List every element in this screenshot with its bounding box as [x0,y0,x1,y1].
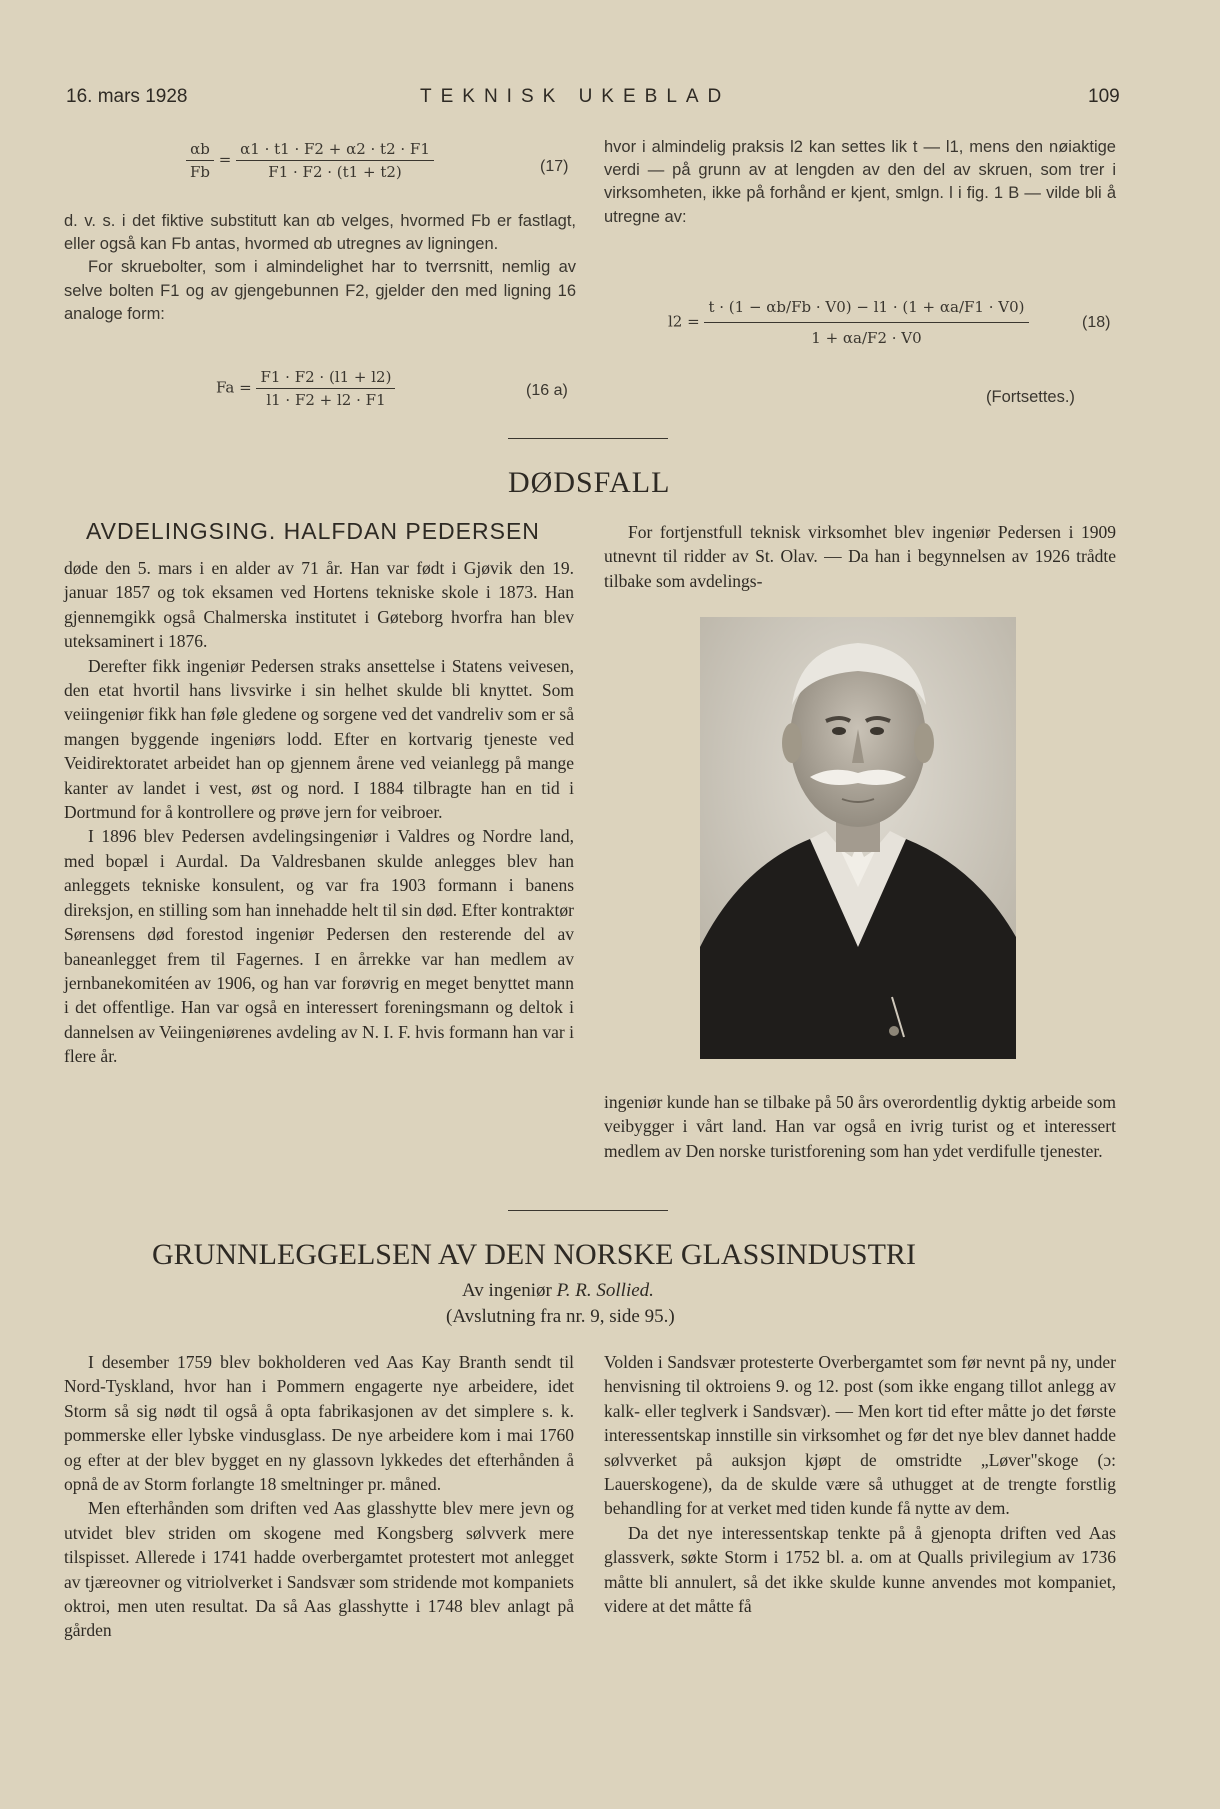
article-left-paragraph-1: I desember 1759 blev bokholderen ved Aas Kay Branth sendt til Nord-Tyskland, hvor han i Pommern engagerte nye arbeidere, idet Storm så sig nødt til også å opta fabrikasjonen av det simplere s. k. pommerske eller lybske vindusglass. De nye arbeidere kom i mai 1760 og efter at der blev bygget en ny glassovn lykkedes det efterhånden å opnå de av Storm forlangte 18 smeltninger pr. måned. [64,1352,574,1495]
obituary-name: AVDELINGSING. HALFDAN PEDERSEN [86,518,540,544]
formula-17-number: (17) [540,158,569,175]
formula-17-rhs [236,140,434,181]
formula-16a-num: F1 · F2 · (l1 + l2) [256,368,395,389]
formula-16a-lhs: Fa = [216,378,252,397]
formula-17 [186,140,434,181]
formula-18-rhs [704,298,1028,347]
obituary-right-paragraph-1: For fortjenstfull teknisk virksomhet blev ingeniør Pedersen i 1909 utnevnt til ridder av St. Olav. — Da han i begynnelsen av 1926 trådte tilbake som avdelings- [604,522,1116,591]
continued-note: (Fortsettes.) [986,388,1075,406]
obituary-right-paragraph-2: ingeniør kunde han se tilbake på 50 års overordentlig dyktig arbeide som veibygger i vårt land. Han var også en ivrig turist og et interessert medlem av Den norske turistforening som han ydet verdifulle tjenester. [604,1092,1116,1161]
formula-16a-number: (16 a) [526,382,568,399]
formula-18-num: t · (1 − αb/Fb · V0) − l1 · (1 + αa/F1 · V0) [704,298,1028,323]
article-left-paragraph-2: Men efterhånden som driften ved Aas glasshytte blev mere jevn og utvidet blev striden om skogene med Kongsberg sølvverk mere tilspisset. Allerede i 1741 hadde overbergamtet protestert mot anlegget av tjæreovner og vitriolverket i Sandsvær som stridende mot kompaniets oktroi, men uten resultat. Da så Aas glasshytte i 1748 blev anlagt på gården [64,1498,574,1641]
top-left-paragraph-1: d. v. s. i det fiktive substitutt kan αb velges, hvormed Fb er fastlagt, eller også kan Fb antas, hvormed αb utregnes av ligningen. [64,212,576,254]
obituary-left-paragraph-3: I 1896 blev Pedersen avdelingsingeniør i Valdres og Nordre land, med bopæl i Aurdal. Da Valdresbanen skulde anlegges blev han anleggets tekniske konsulent, og var fra 1903 formann i banens direksjon, en stilling som han innehadde helt til sin død. Efter kontraktør Sørensens død forestod ingeniør Pedersen den resterende del av baneanlegget frem til Fagernes. I en årrekke var han medlem av jernbanekomitéen av 1906, og han var forøvrig en meget benyttet mann i det offentlige. Han var også en interessert foreningsmann og deltok i dannelsen av Veiingeniørenes avdeling av N. I. F. hvis formann han var i flere år. [64,826,574,1067]
obituary-left-column [64,556,574,1069]
formula-16a-den: l1 · F2 + l2 · F1 [266,391,386,409]
article-author: P. R. Sollied. [556,1280,654,1301]
article-continued: (Avslutning fra nr. 9, side 95.) [446,1306,675,1327]
divider-top [508,438,668,439]
top-left-column [64,210,576,326]
obituary-left-paragraph-1: døde den 5. mars i en alder av 71 år. Han var født i Gjøvik den 19. januar 1857 og tok eksamen ved Hortens tekniske skole i 1873. Han gjennemgikk også Chalmerska institutet i Gøteborg hvorfra han blev uteksaminert i 1876. [64,558,574,652]
obituary-right-column-top [604,520,1116,593]
header-date: 16. mars 1928 [66,86,188,107]
article-title: GRUNNLEGGELSEN AV DEN NORSKE GLASSINDUSTRI [152,1238,916,1271]
article-left-column [64,1350,574,1643]
formula-17-equals: = [218,150,232,169]
formula-18-den: 1 + αa/F2 · V0 [811,329,922,347]
formula-18 [668,298,1029,347]
article-right-column [604,1350,1116,1618]
header-title: TEKNISK UKEBLAD [420,86,731,107]
article-byline-prefix: Av ingeniør [462,1280,552,1301]
obituary-right-column-bottom [604,1090,1116,1163]
formula-17-lhs-num: αb [186,140,214,161]
formula-16a [216,368,395,409]
top-right-paragraph-1: hvor i almindelig praksis l2 kan settes lik t — l1, mens den nøiaktige verdi — på grunn av at lengden av den del av skruen, som trer i virksomheten, ikke på forhånd er kjent, smlgn. l i fig. 1 B — vilde bli å utregne av: [604,138,1116,226]
top-right-column [604,136,1116,229]
formula-17-num: α1 · t1 · F2 + α2 · t2 · F1 [236,140,434,161]
formula-17-lhs-den: Fb [190,163,211,181]
article-right-paragraph-1: Volden i Sandsvær protesterte Overbergamtet som før nevnt på ny, under henvisning til oktroiens 9. og 12. post (som ikke engang tillot anlegg av kalk- eller teglverk i Sandsvær). — Men kort tid efter måtte jo det første interessentskap innstille sin virksomhet og før det nye blev dannet hadde sølvverket på auksjon kjøpt de omstridte „Løver"skoge (ɔ: Lauerskogene), da de skulde være så uthugget at de trengte forstlig behandling for at verket med tiden kunde få nytte av dem. [604,1352,1116,1519]
formula-16a-rhs [256,368,395,409]
formula-17-lhs [186,140,214,181]
divider-middle [508,1210,668,1211]
page-number: 109 [1088,86,1120,107]
formula-18-lhs: l2 = [668,312,700,331]
obituary-left-paragraph-2: Derefter fikk ingeniør Pedersen straks ansettelse i Statens veivesen, den etat hvortil hans livsvirke i sin helhet skulde bli knyttet. Som veiingeniør fikk han føle gledene og sorgene ved det vandreliv som er så mangen byggende ingeniørs lodd. Efter en kortvarig tjeneste ved Veidirektoratet arbeidet han op gjennem årene ved veianlegg på mange kanter av landet i vest, øst og nord. I 1884 tilbragte han en tid i Dortmund for å kontrollere og prøve jern for veibroer. [64,655,574,823]
formula-17-den: F1 · F2 · (t1 + t2) [268,163,402,181]
article-byline [462,1280,654,1302]
formula-18-number: (18) [1082,314,1111,331]
top-left-paragraph-2: For skruebolter, som i almindelighet har to tverrsnitt, nemlig av selve bolten F1 og av gjengebunnen F2, gjelder den med ligning 16 analoge form: [64,258,576,323]
portrait-image [700,617,1016,1059]
obituary-heading: DØDSFALL [508,466,671,499]
article-right-paragraph-2: Da det nye interessentskap tenkte på å gjenopta driften ved Aas glassverk, søkte Storm i 1752 bl. a. om at Qualls privilegium av 1736 måtte bli annulert, så det ikke skulde kunne anvendes mot kompaniet, videre at det måtte få [604,1522,1116,1617]
portrait-photo [700,617,1016,1059]
